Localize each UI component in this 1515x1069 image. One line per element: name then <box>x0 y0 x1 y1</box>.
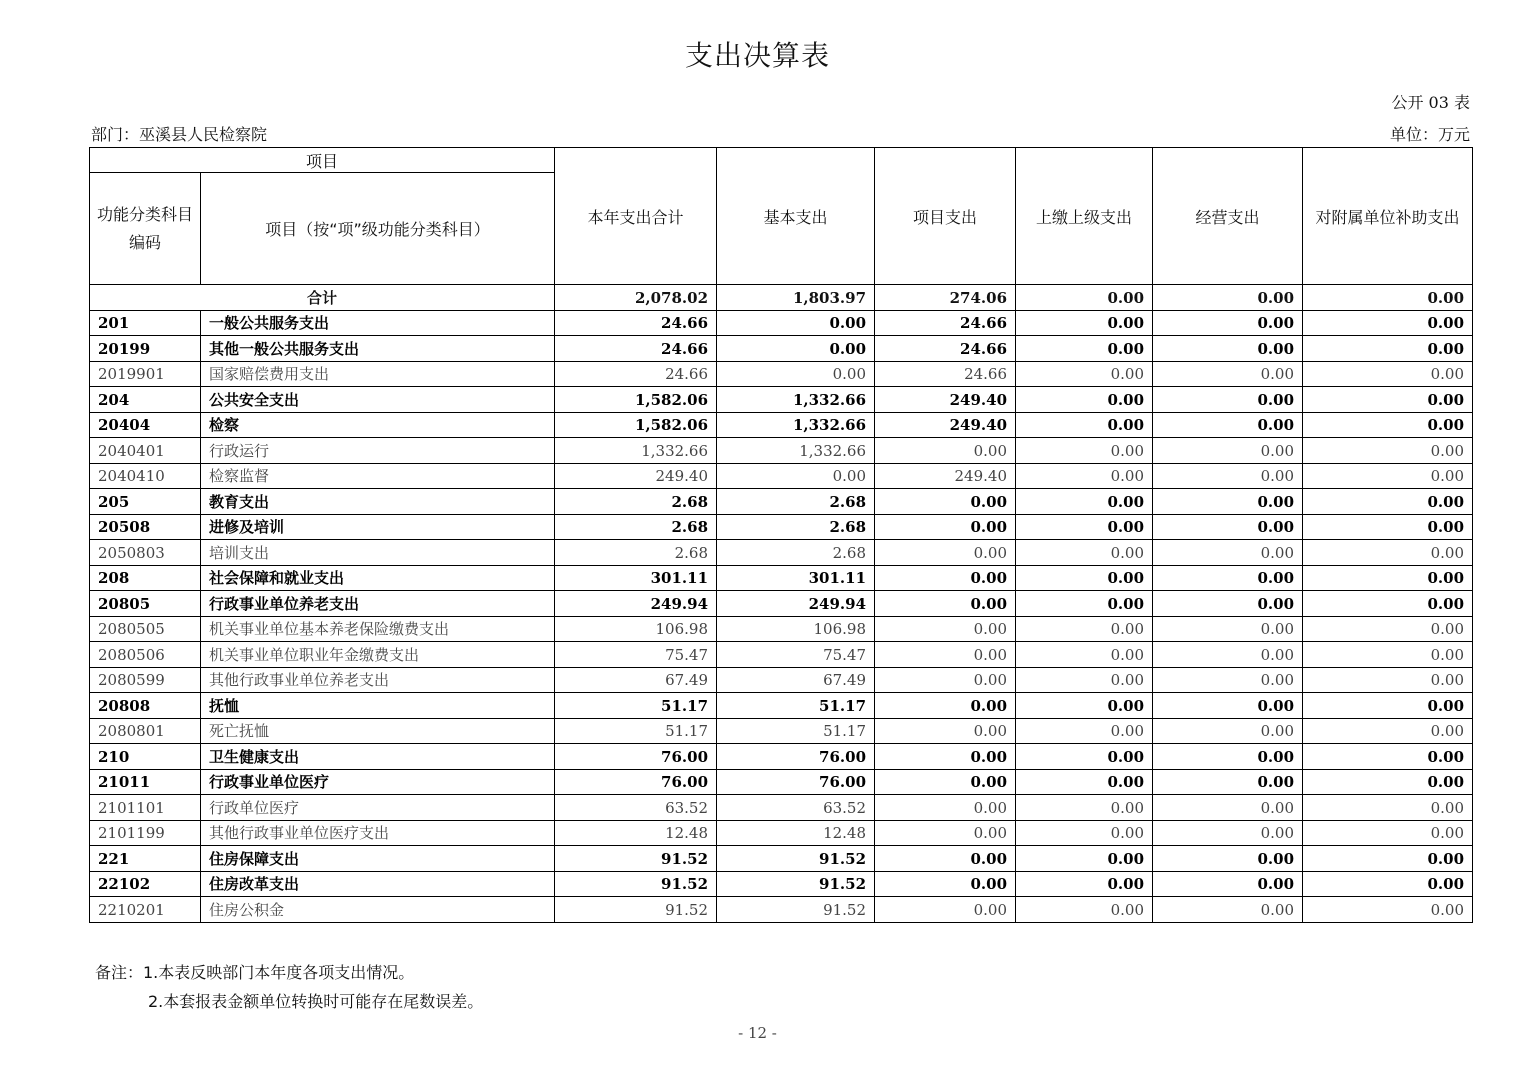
table-row <box>90 310 1473 336</box>
row-code: 2101101 <box>90 795 201 821</box>
header-basic: 基本支出 <box>717 148 875 285</box>
row-value: 0.00 <box>1303 897 1473 923</box>
header-business: 经营支出 <box>1153 148 1303 285</box>
row-value: 0.00 <box>1303 871 1473 897</box>
table-row <box>90 846 1473 872</box>
row-name: 行政单位医疗 <box>201 795 555 821</box>
row-value: 0.00 <box>1153 336 1303 362</box>
row-value: 0.00 <box>1153 565 1303 591</box>
row-value: 0.00 <box>1303 744 1473 770</box>
table-row <box>90 591 1473 617</box>
total-value: 0.00 <box>1016 285 1153 311</box>
row-name: 住房保障支出 <box>201 846 555 872</box>
row-value: 0.00 <box>1153 871 1303 897</box>
row-value: 1,332.66 <box>555 438 717 464</box>
row-value: 301.11 <box>717 565 875 591</box>
table-row <box>90 616 1473 642</box>
row-value: 0.00 <box>1153 616 1303 642</box>
row-value: 2.68 <box>717 514 875 540</box>
row-value: 106.98 <box>717 616 875 642</box>
row-code: 221 <box>90 846 201 872</box>
row-value: 0.00 <box>1016 565 1153 591</box>
row-value: 24.66 <box>875 361 1016 387</box>
total-value: 0.00 <box>1153 285 1303 311</box>
row-value: 75.47 <box>717 642 875 668</box>
row-name: 机关事业单位基本养老保险缴费支出 <box>201 616 555 642</box>
header-total: 本年支出合计 <box>555 148 717 285</box>
row-value: 0.00 <box>875 871 1016 897</box>
row-value: 91.52 <box>717 897 875 923</box>
row-value: 76.00 <box>717 744 875 770</box>
row-code: 2101199 <box>90 820 201 846</box>
row-value: 0.00 <box>1303 361 1473 387</box>
page-number: - 12 - <box>738 1024 777 1042</box>
row-value: 2.68 <box>717 540 875 566</box>
total-value: 2,078.02 <box>555 285 717 311</box>
header-project: 项目 <box>90 148 555 173</box>
row-name: 一般公共服务支出 <box>201 310 555 336</box>
header-subsidy: 对附属单位补助支出 <box>1303 148 1473 285</box>
row-value: 75.47 <box>555 642 717 668</box>
table-row <box>90 769 1473 795</box>
row-value: 0.00 <box>1153 769 1303 795</box>
row-name: 教育支出 <box>201 489 555 515</box>
row-value: 0.00 <box>1153 412 1303 438</box>
row-value: 1,332.66 <box>717 412 875 438</box>
header-upper: 上缴上级支出 <box>1016 148 1153 285</box>
row-value: 301.11 <box>555 565 717 591</box>
row-value: 51.17 <box>717 718 875 744</box>
table-row <box>90 514 1473 540</box>
row-name: 培训支出 <box>201 540 555 566</box>
row-value: 0.00 <box>1016 769 1153 795</box>
table-row <box>90 897 1473 923</box>
row-value: 24.66 <box>555 361 717 387</box>
row-value: 0.00 <box>1153 387 1303 413</box>
row-value: 0.00 <box>1016 310 1153 336</box>
row-value: 0.00 <box>1303 667 1473 693</box>
row-value: 0.00 <box>1153 897 1303 923</box>
row-code: 20404 <box>90 412 201 438</box>
row-value: 0.00 <box>1153 361 1303 387</box>
row-value: 0.00 <box>1153 718 1303 744</box>
row-name: 检察 <box>201 412 555 438</box>
row-value: 0.00 <box>1153 463 1303 489</box>
row-value: 51.17 <box>717 693 875 719</box>
row-name: 行政事业单位医疗 <box>201 769 555 795</box>
total-label: 合计 <box>90 285 555 311</box>
row-name: 住房改革支出 <box>201 871 555 897</box>
row-value: 0.00 <box>1303 463 1473 489</box>
page-title: 支出决算表 <box>684 39 830 72</box>
row-name: 卫生健康支出 <box>201 744 555 770</box>
header-code: 功能分类科目编码 <box>90 173 201 285</box>
row-value: 0.00 <box>1016 846 1153 872</box>
row-value: 76.00 <box>555 769 717 795</box>
row-value: 0.00 <box>1016 744 1153 770</box>
row-value: 0.00 <box>1303 336 1473 362</box>
row-value: 0.00 <box>1303 489 1473 515</box>
table-row <box>90 871 1473 897</box>
row-value: 63.52 <box>555 795 717 821</box>
department-label: 部门：巫溪县人民检察院 <box>91 125 268 144</box>
row-value: 0.00 <box>1016 489 1153 515</box>
row-code: 2050803 <box>90 540 201 566</box>
row-value: 0.00 <box>1303 438 1473 464</box>
notes <box>95 958 483 1016</box>
row-value: 0.00 <box>1303 769 1473 795</box>
row-value: 0.00 <box>1016 718 1153 744</box>
row-value: 0.00 <box>1016 361 1153 387</box>
row-value: 0.00 <box>1303 846 1473 872</box>
row-name: 行政运行 <box>201 438 555 464</box>
row-value: 249.94 <box>717 591 875 617</box>
row-value: 0.00 <box>875 718 1016 744</box>
row-value: 0.00 <box>875 795 1016 821</box>
row-value: 91.52 <box>555 897 717 923</box>
row-value: 0.00 <box>1303 591 1473 617</box>
row-name: 国家赔偿费用支出 <box>201 361 555 387</box>
row-code: 2040401 <box>90 438 201 464</box>
row-value: 0.00 <box>1303 718 1473 744</box>
total-value: 1,803.97 <box>717 285 875 311</box>
row-value: 0.00 <box>875 591 1016 617</box>
row-value: 0.00 <box>1016 871 1153 897</box>
row-value: 1,582.06 <box>555 412 717 438</box>
row-value: 0.00 <box>1153 438 1303 464</box>
row-value: 0.00 <box>1016 438 1153 464</box>
row-value: 0.00 <box>1016 591 1153 617</box>
table-row <box>90 463 1473 489</box>
table-row <box>90 565 1473 591</box>
table-row <box>90 820 1473 846</box>
form-number: 公开 03 表 <box>1391 93 1470 112</box>
row-value: 91.52 <box>717 871 875 897</box>
row-code: 208 <box>90 565 201 591</box>
row-code: 201 <box>90 310 201 336</box>
row-value: 0.00 <box>1303 565 1473 591</box>
row-value: 67.49 <box>717 667 875 693</box>
note-line-2: 2.本套报表金额单位转换时可能存在尾数误差。 <box>148 992 484 1011</box>
row-value: 76.00 <box>717 769 875 795</box>
table-row <box>90 795 1473 821</box>
table-row <box>90 693 1473 719</box>
row-value: 63.52 <box>717 795 875 821</box>
total-value: 0.00 <box>1303 285 1473 311</box>
row-value: 0.00 <box>717 336 875 362</box>
row-value: 249.40 <box>875 463 1016 489</box>
row-value: 249.40 <box>875 387 1016 413</box>
note-line-1: 备注：1.本表反映部门本年度各项支出情况。 <box>95 963 415 982</box>
row-value: 0.00 <box>1153 489 1303 515</box>
row-name: 行政事业单位养老支出 <box>201 591 555 617</box>
row-value: 0.00 <box>1153 693 1303 719</box>
row-value: 0.00 <box>875 565 1016 591</box>
table-row <box>90 744 1473 770</box>
total-value: 274.06 <box>875 285 1016 311</box>
row-value: 0.00 <box>717 463 875 489</box>
row-value: 0.00 <box>875 642 1016 668</box>
row-value: 0.00 <box>1153 642 1303 668</box>
row-value: 0.00 <box>875 769 1016 795</box>
row-value: 0.00 <box>875 489 1016 515</box>
row-value: 24.66 <box>875 310 1016 336</box>
row-value: 91.52 <box>717 846 875 872</box>
row-value: 0.00 <box>1016 693 1153 719</box>
header-name: 项目（按“项”级功能分类科目） <box>201 173 555 285</box>
row-name: 公共安全支出 <box>201 387 555 413</box>
row-value: 0.00 <box>1153 310 1303 336</box>
row-value: 12.48 <box>717 820 875 846</box>
row-value: 67.49 <box>555 667 717 693</box>
row-value: 0.00 <box>1016 820 1153 846</box>
row-code: 20808 <box>90 693 201 719</box>
row-name: 检察监督 <box>201 463 555 489</box>
row-value: 0.00 <box>1016 387 1153 413</box>
row-value: 0.00 <box>875 438 1016 464</box>
row-code: 2080506 <box>90 642 201 668</box>
row-value: 0.00 <box>1153 540 1303 566</box>
row-code: 22102 <box>90 871 201 897</box>
row-value: 0.00 <box>1016 514 1153 540</box>
table-row <box>90 336 1473 362</box>
row-code: 2080599 <box>90 667 201 693</box>
row-code: 210 <box>90 744 201 770</box>
table-row <box>90 642 1473 668</box>
row-value: 0.00 <box>875 846 1016 872</box>
row-value: 1,332.66 <box>717 387 875 413</box>
row-value: 1,582.06 <box>555 387 717 413</box>
row-value: 0.00 <box>1303 642 1473 668</box>
row-name: 死亡抚恤 <box>201 718 555 744</box>
row-value: 0.00 <box>1303 387 1473 413</box>
row-value: 249.94 <box>555 591 717 617</box>
row-value: 0.00 <box>1153 667 1303 693</box>
row-value: 0.00 <box>875 667 1016 693</box>
row-value: 51.17 <box>555 718 717 744</box>
row-value: 2.68 <box>555 540 717 566</box>
row-value: 0.00 <box>1153 795 1303 821</box>
expenditure-table <box>89 147 1473 923</box>
row-value: 0.00 <box>1153 514 1303 540</box>
row-value: 0.00 <box>1016 463 1153 489</box>
table-row <box>90 718 1473 744</box>
row-code: 2080801 <box>90 718 201 744</box>
row-name: 住房公积金 <box>201 897 555 923</box>
row-value: 91.52 <box>555 871 717 897</box>
row-value: 0.00 <box>1016 795 1153 821</box>
row-value: 0.00 <box>1016 897 1153 923</box>
row-code: 2040410 <box>90 463 201 489</box>
row-value: 0.00 <box>1303 412 1473 438</box>
row-value: 0.00 <box>717 310 875 336</box>
row-value: 0.00 <box>875 744 1016 770</box>
table-row <box>90 438 1473 464</box>
row-code: 2080505 <box>90 616 201 642</box>
row-value: 0.00 <box>1016 540 1153 566</box>
row-value: 0.00 <box>1016 412 1153 438</box>
table-row <box>90 489 1473 515</box>
row-value: 0.00 <box>875 693 1016 719</box>
row-code: 20508 <box>90 514 201 540</box>
row-value: 106.98 <box>555 616 717 642</box>
row-code: 2210201 <box>90 897 201 923</box>
row-value: 0.00 <box>875 820 1016 846</box>
row-value: 76.00 <box>555 744 717 770</box>
row-value: 0.00 <box>1303 540 1473 566</box>
row-name: 其他行政事业单位养老支出 <box>201 667 555 693</box>
row-value: 0.00 <box>1016 667 1153 693</box>
row-value: 0.00 <box>875 897 1016 923</box>
row-name: 进修及培训 <box>201 514 555 540</box>
row-value: 0.00 <box>1303 310 1473 336</box>
row-value: 0.00 <box>1153 744 1303 770</box>
row-value: 0.00 <box>875 540 1016 566</box>
row-value: 0.00 <box>1153 820 1303 846</box>
row-value: 24.66 <box>555 336 717 362</box>
row-value: 0.00 <box>875 616 1016 642</box>
row-value: 249.40 <box>555 463 717 489</box>
row-name: 社会保障和就业支出 <box>201 565 555 591</box>
table-row <box>90 667 1473 693</box>
row-value: 2.68 <box>717 489 875 515</box>
header-item: 项目支出 <box>875 148 1016 285</box>
row-value: 0.00 <box>717 361 875 387</box>
row-value: 0.00 <box>1016 642 1153 668</box>
row-value: 0.00 <box>1303 616 1473 642</box>
row-value: 24.66 <box>875 336 1016 362</box>
row-name: 其他行政事业单位医疗支出 <box>201 820 555 846</box>
row-value: 0.00 <box>1016 616 1153 642</box>
row-value: 0.00 <box>1303 820 1473 846</box>
unit-label: 单位：万元 <box>1389 125 1470 144</box>
table-row <box>90 540 1473 566</box>
row-value: 51.17 <box>555 693 717 719</box>
row-value: 0.00 <box>1153 591 1303 617</box>
row-code: 205 <box>90 489 201 515</box>
row-value: 24.66 <box>555 310 717 336</box>
row-value: 0.00 <box>1016 336 1153 362</box>
row-value: 0.00 <box>1303 693 1473 719</box>
row-value: 2.68 <box>555 514 717 540</box>
row-value: 0.00 <box>1303 795 1473 821</box>
row-value: 0.00 <box>1303 514 1473 540</box>
row-value: 249.40 <box>875 412 1016 438</box>
row-code: 21011 <box>90 769 201 795</box>
row-name: 抚恤 <box>201 693 555 719</box>
table-row <box>90 361 1473 387</box>
row-name: 其他一般公共服务支出 <box>201 336 555 362</box>
row-value: 2.68 <box>555 489 717 515</box>
row-value: 91.52 <box>555 846 717 872</box>
row-value: 1,332.66 <box>717 438 875 464</box>
row-code: 20199 <box>90 336 201 362</box>
row-value: 12.48 <box>555 820 717 846</box>
row-code: 2019901 <box>90 361 201 387</box>
total-row <box>90 285 1473 311</box>
row-value: 0.00 <box>875 514 1016 540</box>
row-code: 204 <box>90 387 201 413</box>
table-row <box>90 412 1473 438</box>
row-value: 0.00 <box>1153 846 1303 872</box>
row-name: 机关事业单位职业年金缴费支出 <box>201 642 555 668</box>
row-code: 20805 <box>90 591 201 617</box>
table-row <box>90 387 1473 413</box>
